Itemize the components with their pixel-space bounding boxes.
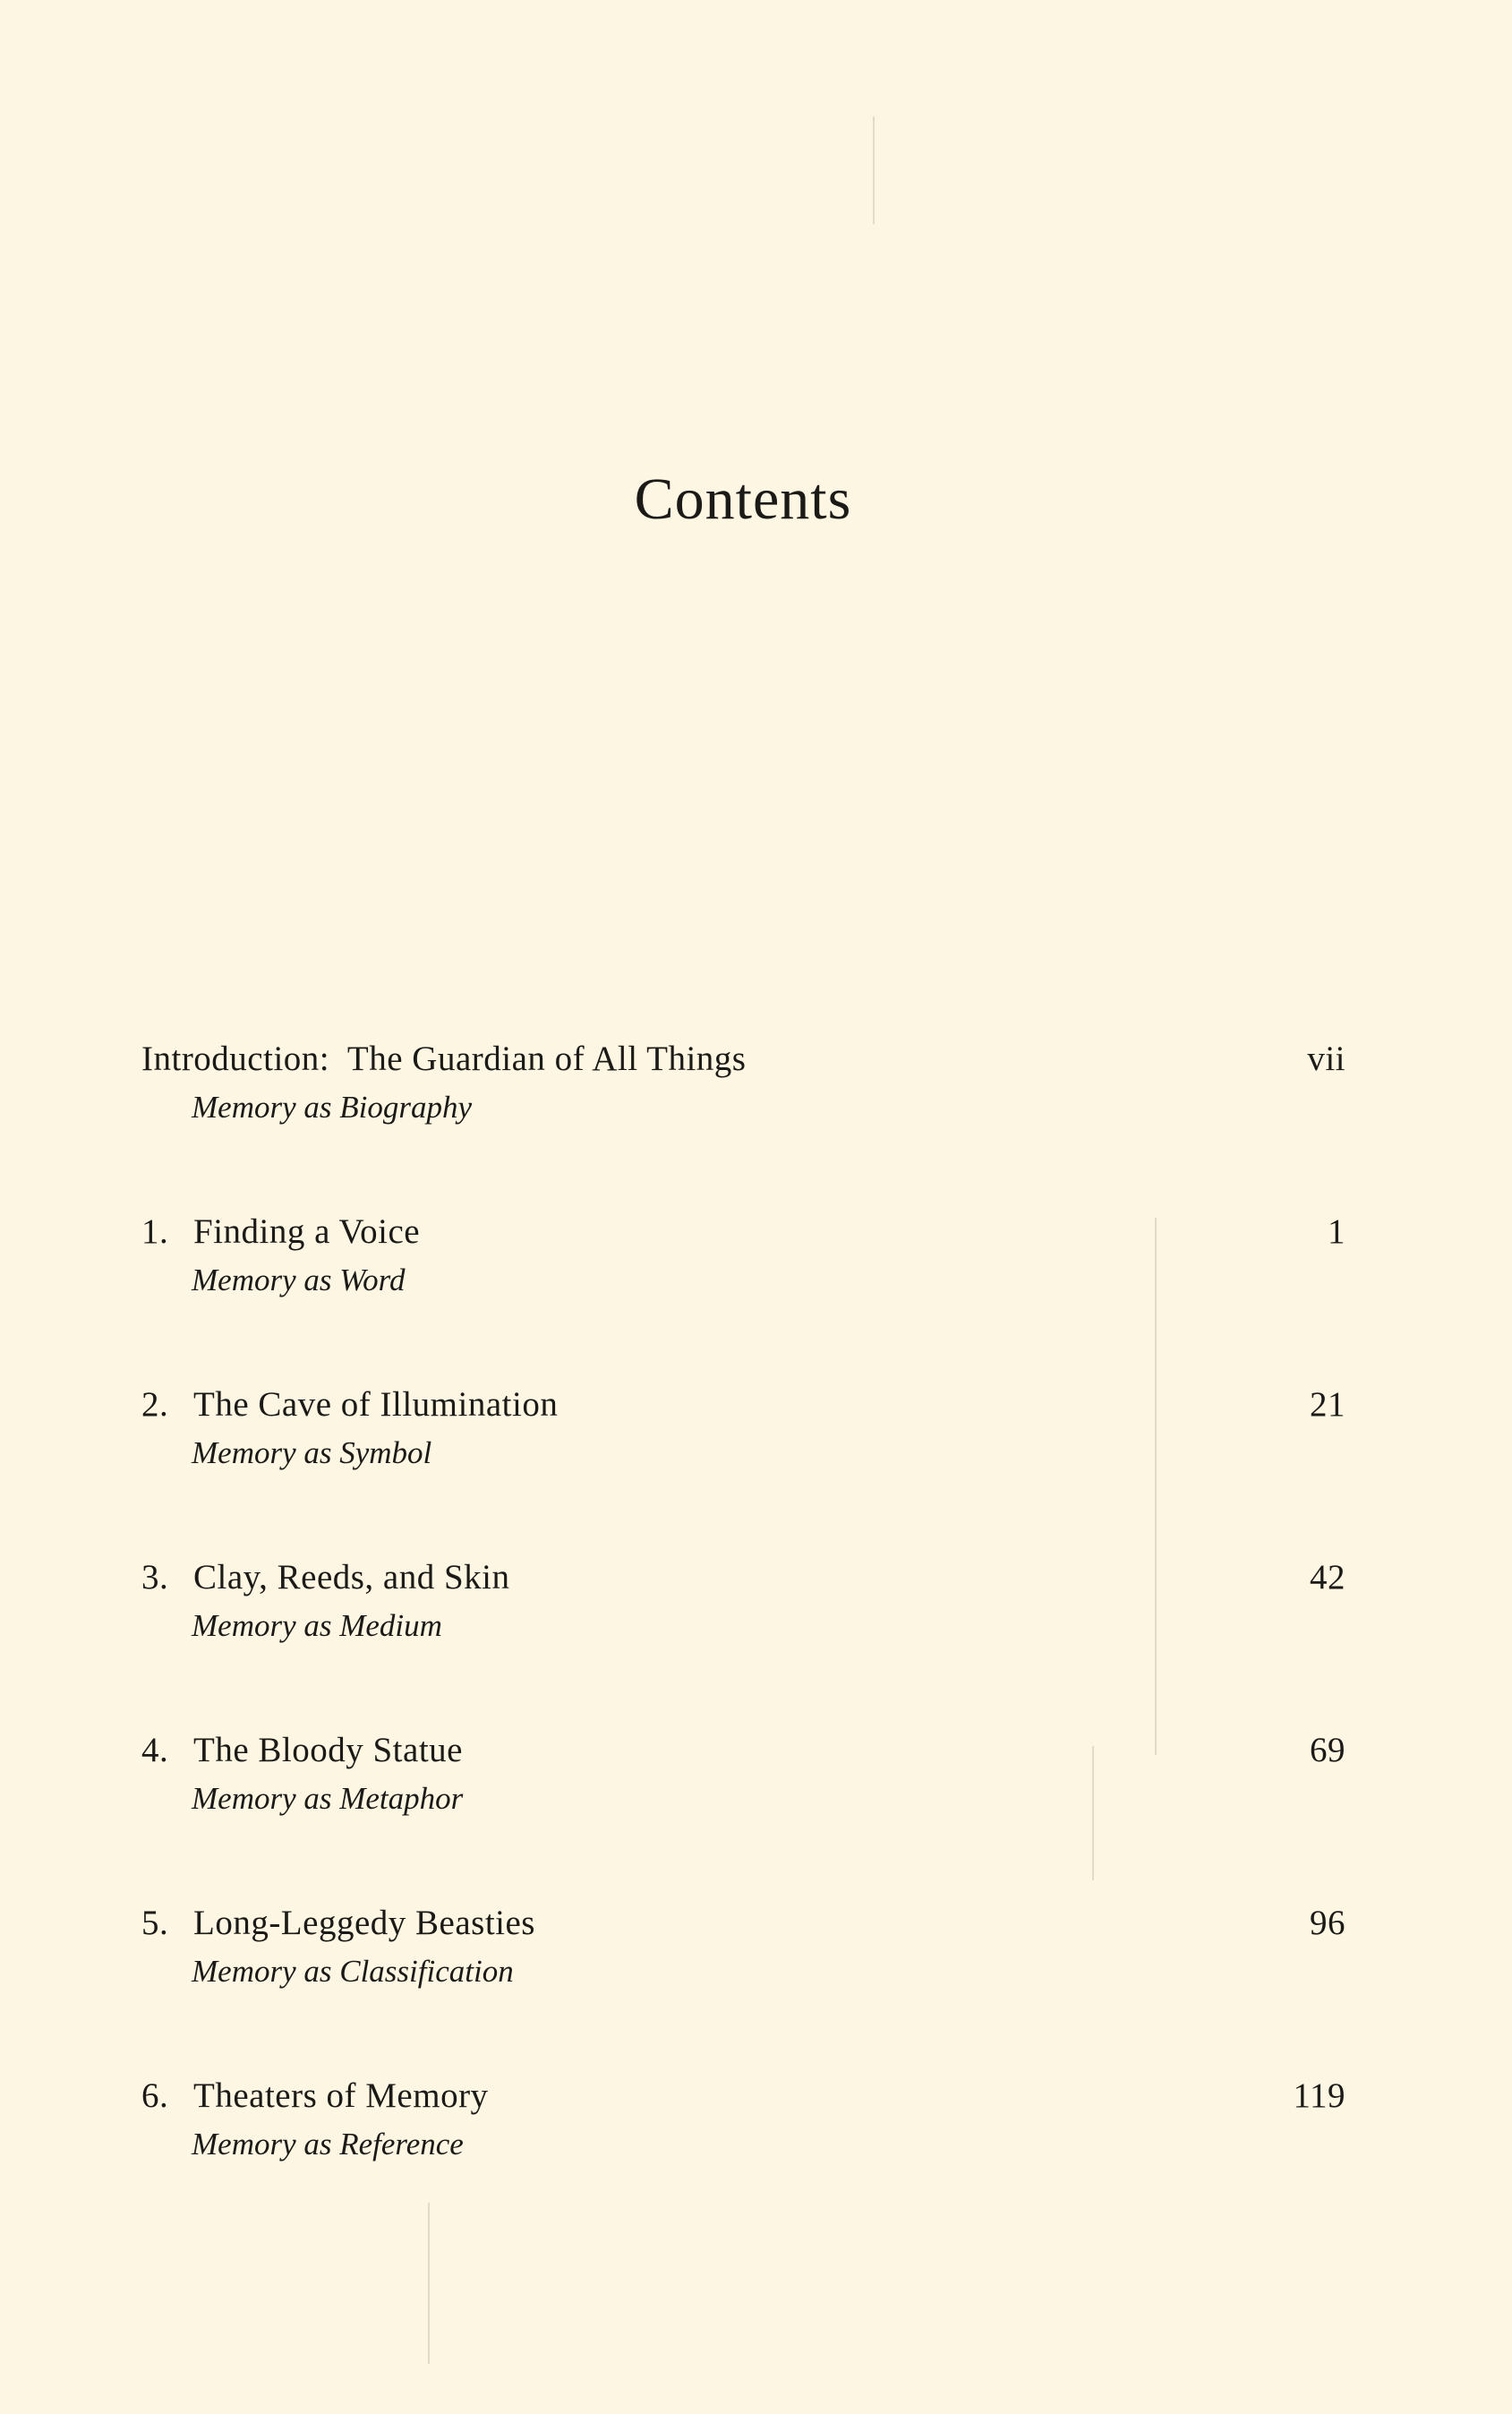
toc-entry-page: 96: [1310, 1904, 1345, 1942]
scan-artifact: [873, 116, 875, 224]
toc-entry-number: 5.: [141, 1904, 169, 1942]
toc-entry-page: 69: [1310, 1731, 1345, 1769]
toc-entry-title: The Cave of Illumination: [193, 1385, 559, 1424]
toc-entry-subtitle: Memory as Classification: [192, 1954, 514, 1989]
toc-entry-chapter-6[interactable]: [141, 2071, 1345, 2244]
page-title: Contents: [634, 467, 852, 532]
toc-entry-subtitle: Memory as Metaphor: [192, 1781, 464, 1816]
toc-entry-subtitle: Memory as Word: [192, 1263, 406, 1297]
toc-entry-title: The Bloody Statue: [193, 1731, 463, 1769]
toc-entry-title: Finding a Voice: [193, 1212, 421, 1251]
toc-entry-number: 4.: [141, 1731, 169, 1769]
toc-entry-number: 3.: [141, 1558, 169, 1596]
toc-entry-subtitle: Memory as Reference: [192, 2127, 464, 2161]
toc-entry-chapter-1[interactable]: [141, 1207, 1345, 1380]
toc-entry-chapter-5[interactable]: [141, 1898, 1345, 2071]
table-of-contents: [141, 1034, 1345, 2244]
toc-entry-subtitle: Memory as Symbol: [192, 1435, 432, 1470]
toc-entry-page: 1: [1328, 1212, 1345, 1251]
toc-entry-page: vii: [1307, 1040, 1345, 1078]
toc-entry-page: 21: [1310, 1385, 1345, 1424]
toc-entry-subtitle: Memory as Biography: [192, 1090, 473, 1125]
toc-entry-title: Introduction: The Guardian of All Things: [141, 1040, 747, 1078]
toc-entry-chapter-4[interactable]: [141, 1725, 1345, 1898]
toc-entry-number: 6.: [141, 2076, 169, 2115]
toc-entry-title: Theaters of Memory: [193, 2076, 489, 2115]
toc-entry-title: Clay, Reeds, and Skin: [193, 1558, 510, 1596]
toc-entry-introduction[interactable]: [141, 1034, 1345, 1207]
toc-entry-title: Long-Leggedy Beasties: [193, 1904, 535, 1942]
toc-entry-chapter-3[interactable]: [141, 1553, 1345, 1725]
toc-entry-subtitle: Memory as Medium: [192, 1608, 442, 1643]
toc-entry-page: 42: [1310, 1558, 1345, 1596]
toc-entry-page: 119: [1293, 2076, 1345, 2115]
toc-entry-number: 2.: [141, 1385, 169, 1424]
toc-entry-chapter-2[interactable]: [141, 1380, 1345, 1553]
toc-entry-number: 1.: [141, 1212, 169, 1251]
